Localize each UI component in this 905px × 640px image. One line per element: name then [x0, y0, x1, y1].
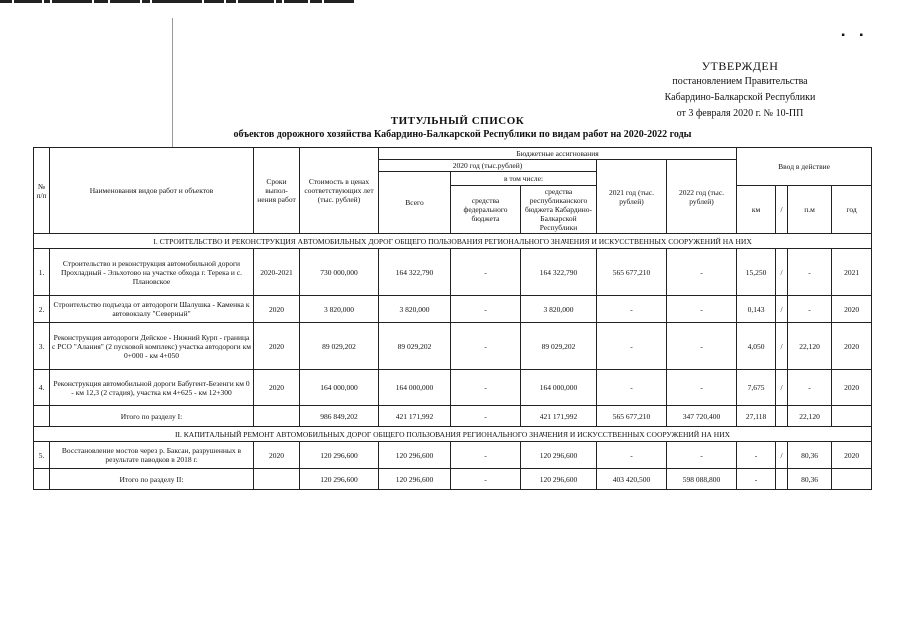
header-2020: 2020 год (тыс.рублей)	[379, 160, 597, 172]
row-total: 89 029,202	[379, 323, 451, 370]
table-row	[34, 323, 872, 370]
table-row	[34, 370, 872, 406]
row-2022: -	[667, 249, 737, 296]
row-2021: -	[597, 370, 667, 406]
title-line2: объектов дорожного хозяйства Кабардино-Балкарской Республики по видам работ на 2020-2022 годы	[233, 129, 692, 140]
row-terms: 2020	[254, 370, 300, 406]
row-km: -	[737, 442, 776, 469]
total-km: 27,118	[737, 406, 776, 427]
total-terms-cell	[254, 469, 300, 490]
row-pm: -	[788, 249, 832, 296]
total-label: Итого по разделу II:	[50, 469, 254, 490]
row-federal: -	[451, 370, 521, 406]
row-num: 4.	[34, 370, 50, 406]
row-republic: 164 322,790	[521, 249, 597, 296]
total-km: -	[737, 469, 776, 490]
title-list-table	[33, 147, 872, 490]
total-year-cell	[832, 406, 872, 427]
row-republic: 3 820,000	[521, 296, 597, 323]
row-year: 2020	[832, 296, 872, 323]
table-row	[34, 249, 872, 296]
row-federal: -	[451, 323, 521, 370]
row-pm: -	[788, 370, 832, 406]
total-total: 120 296,600	[379, 469, 451, 490]
total-federal: -	[451, 469, 521, 490]
row-km: 0,143	[737, 296, 776, 323]
row-name: Реконструкция автодороги Дейское - Нижний Курп - граница с РСО "Алания" (2 пусковой комплекс) участка автодороги км 0+000 - км 4+050	[50, 323, 254, 370]
row-num: 3.	[34, 323, 50, 370]
row-federal: -	[451, 296, 521, 323]
total-pm: 80,36	[788, 469, 832, 490]
approval-stamp	[640, 58, 840, 122]
total-2022: 598 088,800	[667, 469, 737, 490]
approval-head: УТВЕРЖДЕН	[701, 59, 779, 73]
row-republic: 89 029,202	[521, 323, 597, 370]
row-terms: 2020	[254, 442, 300, 469]
total-republic: 120 296,600	[521, 469, 597, 490]
total-2021: 403 420,500	[597, 469, 667, 490]
row-2022: -	[667, 323, 737, 370]
row-2021: -	[597, 323, 667, 370]
row-km: 15,250	[737, 249, 776, 296]
row-2022: -	[667, 296, 737, 323]
header-2022: 2022 год (тыс. рублей)	[667, 160, 737, 234]
row-federal: -	[451, 442, 521, 469]
row-year: 2020	[832, 323, 872, 370]
approval-line3: от 3 февраля 2020 г. № 10-ПП	[676, 108, 804, 119]
total-republic: 421 171,992	[521, 406, 597, 427]
row-name: Строительство подъезда от автодороги Шалушка - Каменка к автовокзалу "Северный"	[50, 296, 254, 323]
header-year: год	[832, 186, 872, 234]
row-num: 2.	[34, 296, 50, 323]
total-total: 421 171,992	[379, 406, 451, 427]
header-total: Всего	[379, 172, 451, 234]
row-num: 1.	[34, 249, 50, 296]
row-2022: -	[667, 442, 737, 469]
row-2021: 565 677,210	[597, 249, 667, 296]
row-pm: 80,36	[788, 442, 832, 469]
total-terms-cell	[254, 406, 300, 427]
header-pm: п.м	[788, 186, 832, 234]
row-2022: -	[667, 370, 737, 406]
row-republic: 164 000,000	[521, 370, 597, 406]
row-cost: 120 296,600	[300, 442, 379, 469]
total-2021: 565 677,210	[597, 406, 667, 427]
header-terms: Сроки выпол-нения работ	[254, 148, 300, 234]
row-terms: 2020	[254, 296, 300, 323]
row-slash: /	[776, 442, 788, 469]
approval-line2: Кабардино-Балкарской Республики	[664, 92, 816, 103]
total-num-cell	[34, 406, 50, 427]
approval-line1: постановлением Правительства	[672, 76, 808, 87]
header-including: в том числе:	[451, 172, 597, 186]
section-1-heading: I. СТРОИТЕЛЬСТВО И РЕКОНСТРУКЦИЯ АВТОМОБИЛЬНЫХ ДОРОГ ОБЩЕГО ПОЛЬЗОВАНИЯ РЕГИОНАЛЬНОГО ЗНАЧЕНИЯ И ИСКУССТВЕННЫХ СООРУЖЕНИЙ НА НИХ	[34, 234, 872, 249]
header-republic: средства республиканского бюджета Кабардино-Балкарской Республики	[521, 186, 597, 234]
total-federal: -	[451, 406, 521, 427]
row-cost: 89 029,202	[300, 323, 379, 370]
header-name: Наименования видов работ и объектов	[50, 148, 254, 234]
row-total: 120 296,600	[379, 442, 451, 469]
header-slash: /	[776, 186, 788, 234]
header-num: № п/п	[34, 148, 50, 234]
row-pm: 22,120	[788, 323, 832, 370]
total-pm: 22,120	[788, 406, 832, 427]
row-name: Реконструкция автомобильной дороги Бабугент-Безенги км 0 - км 12,3 (2 стадия), участка км 4+625 - км 12+300	[50, 370, 254, 406]
row-pm: -	[788, 296, 832, 323]
total-label: Итого по разделу I:	[50, 406, 254, 427]
row-year: 2021	[832, 249, 872, 296]
header-km: км	[737, 186, 776, 234]
row-terms: 2020-2021	[254, 249, 300, 296]
row-cost: 730 000,000	[300, 249, 379, 296]
table-row	[34, 296, 872, 323]
row-km: 4,050	[737, 323, 776, 370]
row-2021: -	[597, 296, 667, 323]
total-slash-cell	[776, 406, 788, 427]
row-year: 2020	[832, 442, 872, 469]
row-slash: /	[776, 249, 788, 296]
row-federal: -	[451, 249, 521, 296]
row-republic: 120 296,600	[521, 442, 597, 469]
row-name: Восстановление мостов через р. Баксан, разрушенных в результате паводков в 2018 г.	[50, 442, 254, 469]
row-name: Строительство и реконструкция автомобильной дороги Прохладный - Эльхотово на участке обхода г. Терека и с. Плановское	[50, 249, 254, 296]
row-terms: 2020	[254, 323, 300, 370]
total-cost: 120 296,600	[300, 469, 379, 490]
scan-top-marks	[0, 0, 360, 4]
title-line1: ТИТУЛЬНЫЙ СПИСОК	[390, 115, 525, 127]
row-total: 164 322,790	[379, 249, 451, 296]
table-row	[34, 442, 872, 469]
total-num-cell	[34, 469, 50, 490]
row-total: 164 000,000	[379, 370, 451, 406]
scan-corner-mark: ▪ ▪	[841, 30, 869, 41]
total-slash-cell	[776, 469, 788, 490]
total-year-cell	[832, 469, 872, 490]
header-2021: 2021 год (тыс. рублей)	[597, 160, 667, 234]
row-cost: 164 000,000	[300, 370, 379, 406]
row-2021: -	[597, 442, 667, 469]
header-commissioning: Ввод в действие	[737, 148, 872, 186]
row-slash: /	[776, 296, 788, 323]
document-title	[0, 115, 905, 140]
row-slash: /	[776, 370, 788, 406]
row-cost: 3 820,000	[300, 296, 379, 323]
header-cost: Стоимость в ценах соответствующих лет (тыс. рублей)	[300, 148, 379, 234]
row-slash: /	[776, 323, 788, 370]
section-1-total-row	[34, 406, 872, 427]
header-federal: средства федерального бюджета	[451, 186, 521, 234]
section-2-heading: II. КАПИТАЛЬНЫЙ РЕМОНТ АВТОМОБИЛЬНЫХ ДОРОГ ОБЩЕГО ПОЛЬЗОВАНИЯ РЕГИОНАЛЬНОГО ЗНАЧЕНИЯ И ИСКУССТВЕННЫХ СООРУЖЕНИЙ НА НИХ	[34, 427, 872, 442]
total-2022: 347 720,400	[667, 406, 737, 427]
row-num: 5.	[34, 442, 50, 469]
total-cost: 986 849,202	[300, 406, 379, 427]
header-budget: Бюджетные ассигнования	[379, 148, 737, 160]
section-2-total-row	[34, 469, 872, 490]
row-total: 3 820,000	[379, 296, 451, 323]
row-year: 2020	[832, 370, 872, 406]
row-km: 7,675	[737, 370, 776, 406]
